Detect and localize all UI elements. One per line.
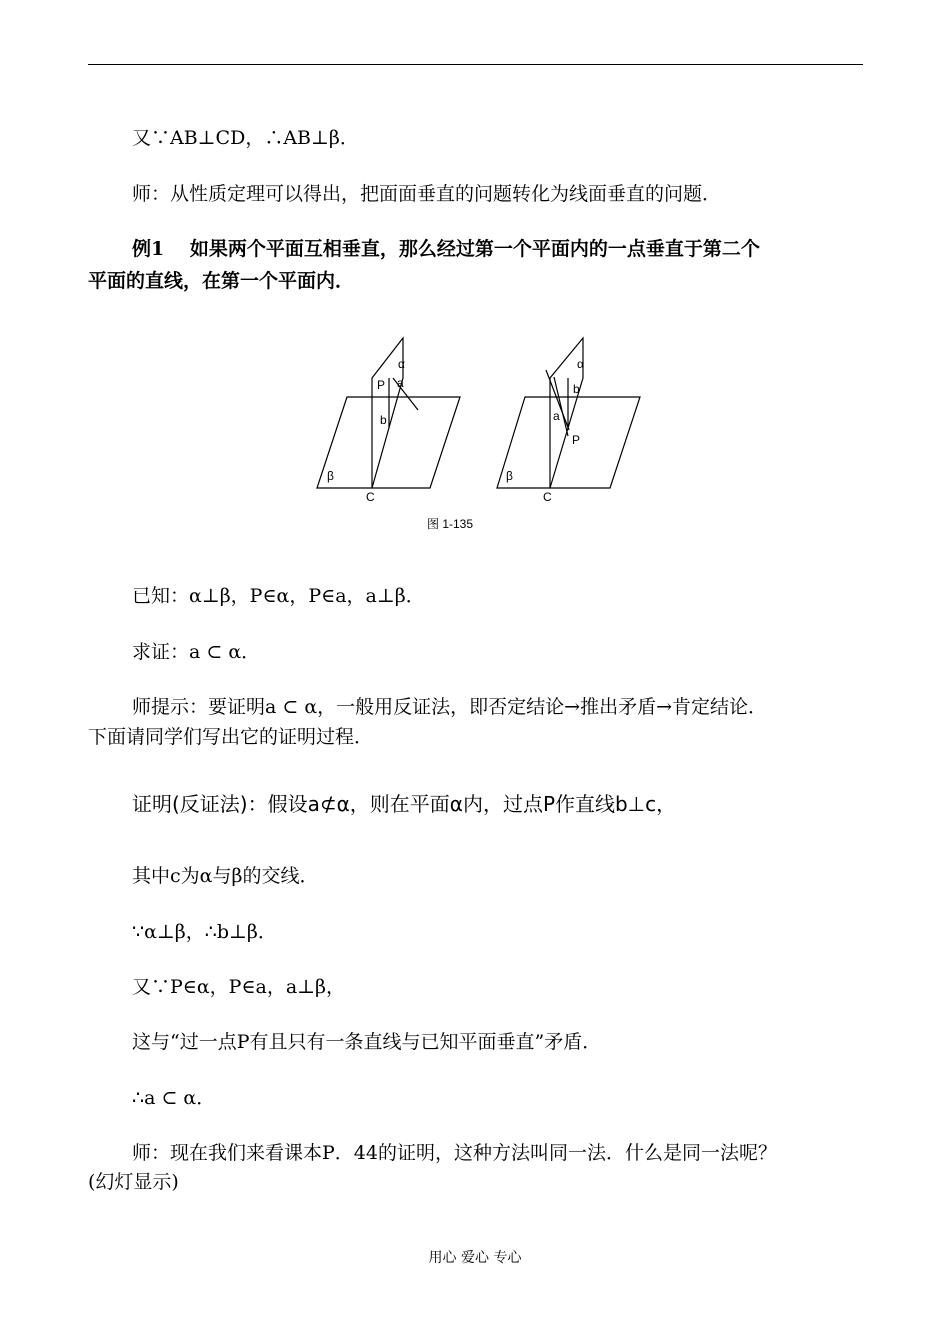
text-line: 求证：a ⊂ α．: [132, 641, 261, 663]
figure-1-135: [310, 330, 650, 540]
text-line: 已知：α⊥β，P∈α，P∈a，a⊥β．: [132, 585, 425, 607]
label-p: P: [572, 433, 581, 447]
text-line: 师：从性质定理可以得出，把面面垂直的问题转化为线面垂直的问题．: [132, 183, 722, 205]
left-diagram: [317, 338, 460, 488]
text-line: 又∵AB⊥CD，∴AB⊥β．: [132, 127, 359, 149]
text-line: 师：现在我们来看课本P．44的证明，这种方法叫同一法．什么是同一法呢？: [132, 1142, 777, 1164]
text-line: ∴a ⊂ α．: [132, 1087, 216, 1109]
text-line: ∵α⊥β，∴b⊥β．: [132, 921, 277, 943]
figure-caption: 图 1-135: [427, 517, 474, 531]
label-beta: β: [327, 469, 334, 483]
label-a: a: [397, 376, 404, 390]
example-title-cont: 平面的直线，在第一个平面内．: [88, 270, 355, 292]
example-title: 例1 如果两个平面互相垂直，那么经过第一个平面内的一点垂直于第二个: [132, 238, 760, 260]
label-beta: β: [506, 469, 513, 483]
label-alpha: α: [398, 357, 405, 371]
text-line: (幻灯显示): [88, 1171, 179, 1193]
label-b: b: [573, 382, 580, 396]
label-c: C: [366, 490, 375, 504]
header-rule: [88, 64, 863, 65]
right-labels: [506, 357, 584, 504]
right-diagram: [497, 338, 640, 488]
text-line: 下面请同学们写出它的证明过程．: [88, 726, 374, 748]
text-line: 其中c为α与β的交线．: [132, 865, 319, 887]
line-a-right-2: [554, 377, 568, 436]
label-b: b: [380, 413, 387, 427]
text-line: 师提示：要证明a ⊂ α，一般用反证法，即否定结论→推出矛盾→肯定结论．: [132, 696, 767, 718]
page-footer: 用心 爱心 专心: [428, 1250, 522, 1266]
label-alpha: α: [577, 357, 584, 371]
proof-line: 证明(反证法)：假设a⊄α，则在平面α内，过点P作直线b⊥c，: [132, 792, 677, 816]
label-p: P: [377, 378, 386, 392]
text-line: 又∵P∈α，P∈a，a⊥β，: [132, 976, 346, 998]
label-a: a: [553, 409, 560, 423]
label-c: C: [543, 490, 552, 504]
text-line: 这与“过一点P有且只有一条直线与已知平面垂直”矛盾．: [132, 1031, 602, 1053]
